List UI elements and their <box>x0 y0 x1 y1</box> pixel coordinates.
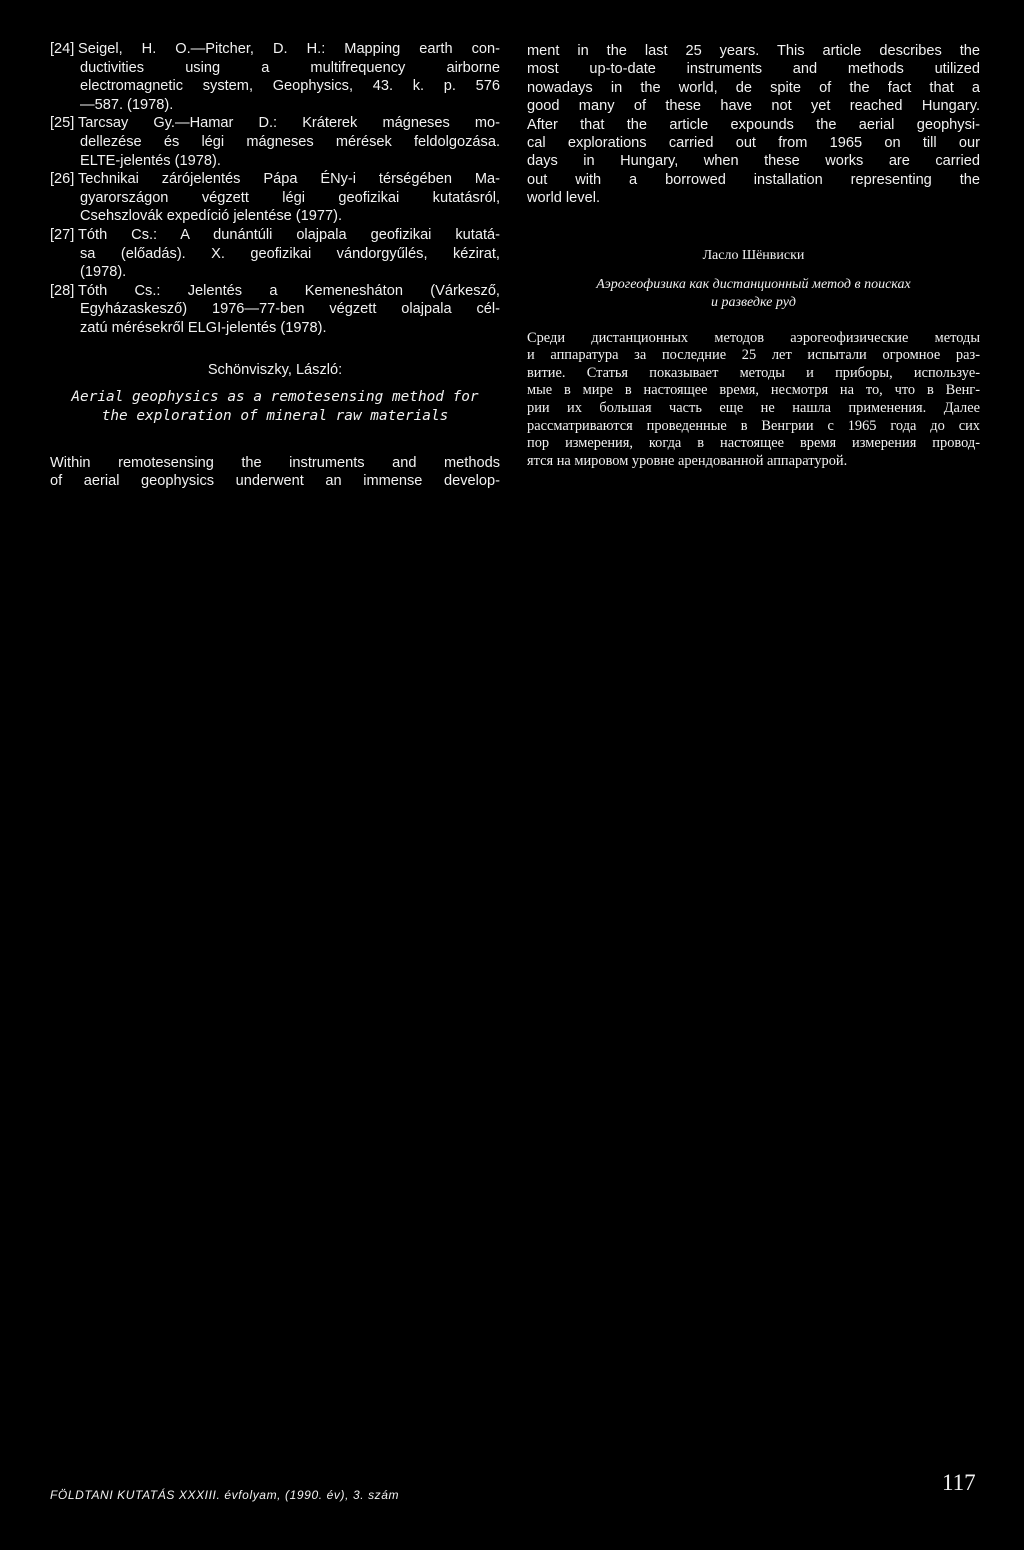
english-abstract-body-continued <box>527 42 980 208</box>
russian-abstract-body <box>527 330 980 471</box>
reference-number: [24] <box>50 41 75 57</box>
reference-first-line <box>50 40 500 59</box>
reference-item <box>50 40 500 114</box>
russian-abstract-line: ятся на мировом уровне арендованной аппаратурой. <box>527 452 848 469</box>
reference-item <box>50 282 500 338</box>
reference-text: Tóth Cs.: Jelentés a Kemenesháton (Várkesző, <box>78 282 500 299</box>
reference-line: Csehszlovák expedíció jelentése (1977). <box>80 208 343 225</box>
english-abstract-line: ment in the last 25 years. This article describes the <box>527 43 980 59</box>
english-abstract-line: Within remotesensing the instruments and methods <box>50 454 500 471</box>
russian-abstract-title-line: Аэрогеофизика как дистанционный метод в поисках <box>596 276 911 292</box>
english-abstract-title-line: Aerial geophysics as a remotesensing method for <box>71 388 479 405</box>
reference-first-line <box>50 226 500 245</box>
reference-line: zatú mérésekről ELGI-jelentés (1978). <box>80 319 327 336</box>
reference-number: [26] <box>50 171 75 188</box>
reference-number: [27] <box>50 226 75 243</box>
english-abstract-line: good many of these have not yet reached Hungary. <box>527 98 980 115</box>
reference-text: Tarcsay Gy.—Hamar D.: Kráterek mágneses mo- <box>78 115 500 132</box>
reference-item <box>50 114 500 170</box>
reference-line: Egyházaskesző) 1976—77-ben végzett olajpala cél- <box>80 301 500 318</box>
english-abstract-author: Schönviszky, László: <box>207 361 343 378</box>
english-abstract-line: most up-to-date instruments and methods utilized <box>527 61 980 78</box>
reference-item <box>50 226 500 282</box>
english-abstract-line: cal explorations carried out from 1965 on till our <box>527 135 980 152</box>
reference-text: Seigel, H. O.—Pitcher, D. H.: Mapping earth con- <box>78 41 500 57</box>
reference-line: electromagnetic system, Geophysics, 43. k. p. 576 <box>80 78 500 95</box>
reference-first-line <box>50 282 500 301</box>
russian-abstract-line: мые в мире в настоящее время, несмотря на то, что в Венг- <box>527 382 980 399</box>
russian-abstract-title <box>527 276 980 312</box>
right-column <box>527 40 980 470</box>
russian-abstract-line: и аппаратура за последние 25 лет испытали огромное раз- <box>527 347 980 364</box>
reference-list <box>50 40 500 338</box>
reference-line: sa (előadás). X. geofizikai vándorgyűlés, kézirat, <box>80 245 500 262</box>
reference-text: Technikai zárójelentés Pápa ÉNy-i térségében Ma- <box>78 171 500 188</box>
english-abstract-line: of aerial geophysics underwent an immense develop- <box>50 472 500 489</box>
reference-line: (1978). <box>80 264 127 281</box>
english-abstract-line: days in Hungary, when these works are carried <box>527 153 980 170</box>
reference-line: —587. (1978). <box>80 96 174 113</box>
english-abstract-title <box>50 388 500 426</box>
russian-abstract-line: пор измерения, когда в настоящее время измерения провод- <box>527 435 980 452</box>
english-abstract-line: world level. <box>527 190 600 207</box>
reference-number: [28] <box>50 282 75 299</box>
reference-number: [25] <box>50 115 75 132</box>
reference-line: ELTE-jelentés (1978). <box>80 152 221 169</box>
english-abstract-line: nowadays in the world, de spite of the fact that a <box>527 79 980 96</box>
russian-abstract-title-line: и разведке руд <box>711 294 796 310</box>
reference-line: gyarországon végzett légi geofizikai kutatásról, <box>80 189 500 206</box>
left-column <box>50 40 500 490</box>
russian-abstract-line: витие. Статья показывает методы и приборы, используе- <box>527 364 980 381</box>
reference-text: Tóth Cs.: A dunántúli olajpala geofizikai kutatá- <box>78 226 500 243</box>
english-abstract-line: After that the article expounds the aerial geophysi- <box>527 116 980 133</box>
reference-line: ductivities using a multifrequency airborne <box>80 59 500 76</box>
journal-footer: FÖLDTANI KUTATÁS XXXIII. évfolyam, (1990. év), 3. szám <box>50 1488 400 1502</box>
reference-line: dellezése és légi mágneses mérések feldolgozása. <box>80 133 500 150</box>
reference-first-line <box>50 170 500 189</box>
english-abstract-title-line: the exploration of mineral raw materials <box>101 407 449 424</box>
russian-abstract-author: Ласло Шёнвиски <box>702 247 805 263</box>
english-abstract-body-start <box>50 454 500 491</box>
russian-abstract-line: рии их большая часть еще не нашла применения. Далее <box>527 400 980 417</box>
russian-abstract-line: рассматриваются проведенные в Венгрии с 1965 года до сих <box>527 417 980 434</box>
english-abstract-line: out with a borrowed installation representing the <box>527 171 980 188</box>
reference-first-line <box>50 114 500 133</box>
russian-abstract-line: Среди дистанционных методов аэрогеофизические методы <box>527 329 980 346</box>
reference-item <box>50 170 500 226</box>
page-number: 117 <box>942 1470 976 1495</box>
